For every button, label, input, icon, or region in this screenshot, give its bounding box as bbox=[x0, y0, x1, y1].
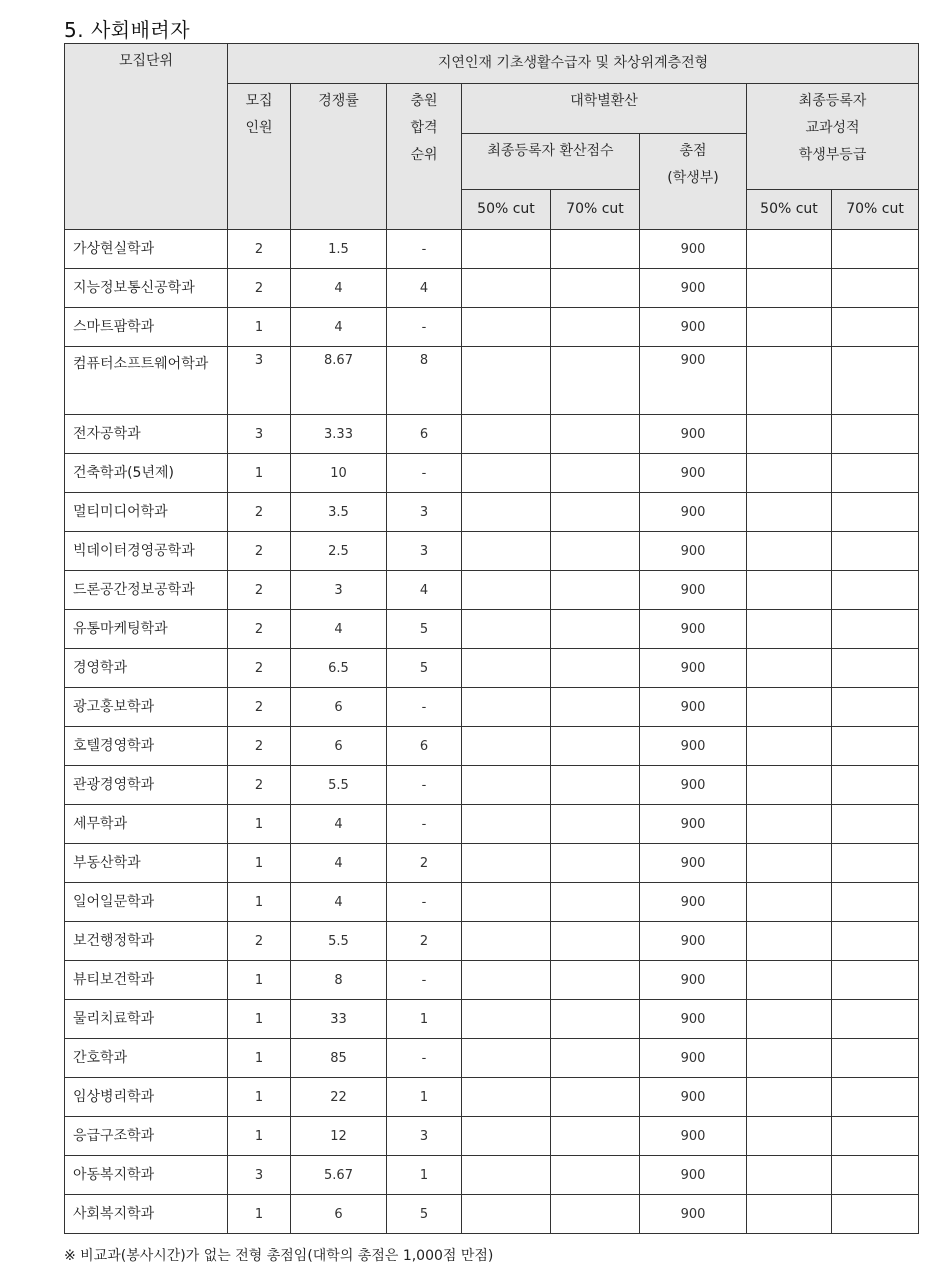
cell-name: 전자공학과 bbox=[65, 415, 228, 454]
cell-total: 900 bbox=[640, 922, 747, 961]
cell-cut50 bbox=[462, 922, 551, 961]
cell-name: 뷰티보건학과 bbox=[65, 961, 228, 1000]
header-total-line2: (학생부) bbox=[667, 170, 719, 186]
cell-cut70 bbox=[551, 308, 640, 347]
cell-cut50 bbox=[462, 805, 551, 844]
cell-rate: 12 bbox=[291, 1117, 387, 1156]
table-row bbox=[65, 922, 919, 961]
cell-grade50 bbox=[747, 347, 832, 415]
cell-grade70 bbox=[832, 649, 919, 688]
cell-grade50 bbox=[747, 1117, 832, 1156]
cell-cut50 bbox=[462, 269, 551, 308]
cell-grade70 bbox=[832, 532, 919, 571]
cell-total: 900 bbox=[640, 1078, 747, 1117]
table-row bbox=[65, 1195, 919, 1234]
header-final-grade-line2: 교과성적 bbox=[805, 120, 860, 136]
cell-cut50 bbox=[462, 1078, 551, 1117]
cell-cut50 bbox=[462, 1117, 551, 1156]
cell-recruit: 2 bbox=[228, 269, 291, 308]
cell-rate: 5.67 bbox=[291, 1156, 387, 1195]
cell-rate: 4 bbox=[291, 269, 387, 308]
header-cut70: 70% cut bbox=[551, 190, 640, 230]
cell-grade50 bbox=[747, 727, 832, 766]
cell-grade70 bbox=[832, 1078, 919, 1117]
cell-cut70 bbox=[551, 766, 640, 805]
cell-total: 900 bbox=[640, 230, 747, 269]
cell-recruit: 2 bbox=[228, 493, 291, 532]
cell-name: 세무학과 bbox=[65, 805, 228, 844]
header-competition: 경쟁률 bbox=[291, 84, 387, 230]
cell-grade50 bbox=[747, 649, 832, 688]
cell-rate: 3.33 bbox=[291, 415, 387, 454]
cell-rate: 85 bbox=[291, 1039, 387, 1078]
cell-grade50 bbox=[747, 844, 832, 883]
cell-cut70 bbox=[551, 1000, 640, 1039]
cell-rank: - bbox=[387, 766, 462, 805]
cell-cut50 bbox=[462, 883, 551, 922]
cell-recruit: 2 bbox=[228, 649, 291, 688]
cell-rate: 4 bbox=[291, 610, 387, 649]
cell-total: 900 bbox=[640, 415, 747, 454]
cell-grade70 bbox=[832, 805, 919, 844]
cell-name: 임상병리학과 bbox=[65, 1078, 228, 1117]
header-final-grade bbox=[747, 84, 919, 190]
cell-total: 900 bbox=[640, 1039, 747, 1078]
cell-recruit: 3 bbox=[228, 1156, 291, 1195]
header-univ-conversion: 대학별환산 bbox=[462, 84, 747, 134]
cell-grade50 bbox=[747, 805, 832, 844]
cell-name: 지능정보통신공학과 bbox=[65, 269, 228, 308]
cell-grade70 bbox=[832, 961, 919, 1000]
cell-name: 아동복지학과 bbox=[65, 1156, 228, 1195]
cell-grade70 bbox=[832, 766, 919, 805]
cell-name: 간호학과 bbox=[65, 1039, 228, 1078]
header-waitlist-line2: 합격 bbox=[410, 120, 438, 136]
cell-rank: 6 bbox=[387, 727, 462, 766]
table-row bbox=[65, 688, 919, 727]
cell-total: 900 bbox=[640, 1117, 747, 1156]
cell-rate: 5.5 bbox=[291, 922, 387, 961]
cell-grade50 bbox=[747, 1195, 832, 1234]
cell-rate: 4 bbox=[291, 805, 387, 844]
cell-recruit: 1 bbox=[228, 308, 291, 347]
cell-name: 빅데이터경영공학과 bbox=[65, 532, 228, 571]
cell-recruit: 1 bbox=[228, 1117, 291, 1156]
cell-rank: 2 bbox=[387, 844, 462, 883]
cell-cut50 bbox=[462, 347, 551, 415]
cell-cut50 bbox=[462, 844, 551, 883]
cell-rank: 3 bbox=[387, 532, 462, 571]
header-recruit-line1: 모집 bbox=[245, 93, 273, 109]
table-row bbox=[65, 269, 919, 308]
cell-cut70 bbox=[551, 347, 640, 415]
cell-cut50 bbox=[462, 961, 551, 1000]
table-row bbox=[65, 883, 919, 922]
admission-table bbox=[64, 43, 919, 1234]
cell-grade50 bbox=[747, 269, 832, 308]
cell-recruit: 2 bbox=[228, 922, 291, 961]
cell-cut70 bbox=[551, 727, 640, 766]
cell-rank: 1 bbox=[387, 1078, 462, 1117]
cell-rank: 6 bbox=[387, 415, 462, 454]
table-row bbox=[65, 230, 919, 269]
cell-cut70 bbox=[551, 454, 640, 493]
cell-rate: 3.5 bbox=[291, 493, 387, 532]
cell-grade70 bbox=[832, 571, 919, 610]
cell-grade70 bbox=[832, 727, 919, 766]
cell-grade70 bbox=[832, 688, 919, 727]
cell-grade50 bbox=[747, 961, 832, 1000]
header-cut50: 50% cut bbox=[462, 190, 551, 230]
cell-rank: 5 bbox=[387, 1195, 462, 1234]
cell-cut50 bbox=[462, 415, 551, 454]
cell-name: 부동산학과 bbox=[65, 844, 228, 883]
cell-grade70 bbox=[832, 1039, 919, 1078]
table-row bbox=[65, 1000, 919, 1039]
cell-total: 900 bbox=[640, 493, 747, 532]
cell-rank: - bbox=[387, 230, 462, 269]
cell-name: 응급구조학과 bbox=[65, 1117, 228, 1156]
cell-cut50 bbox=[462, 571, 551, 610]
cell-total: 900 bbox=[640, 532, 747, 571]
cell-grade70 bbox=[832, 1000, 919, 1039]
table-row bbox=[65, 1078, 919, 1117]
table-row bbox=[65, 766, 919, 805]
cell-rate: 6.5 bbox=[291, 649, 387, 688]
header-recruit-line2: 인원 bbox=[245, 120, 273, 136]
cell-rank: - bbox=[387, 454, 462, 493]
cell-rank: - bbox=[387, 688, 462, 727]
header-total bbox=[640, 134, 747, 230]
cell-rank: 5 bbox=[387, 610, 462, 649]
cell-rate: 4 bbox=[291, 883, 387, 922]
cell-total: 900 bbox=[640, 649, 747, 688]
cell-name: 건축학과(5년제) bbox=[65, 454, 228, 493]
cell-name: 유통마케팅학과 bbox=[65, 610, 228, 649]
cell-total: 900 bbox=[640, 610, 747, 649]
cell-total: 900 bbox=[640, 454, 747, 493]
table-row bbox=[65, 961, 919, 1000]
cell-rate: 4 bbox=[291, 844, 387, 883]
header-waitlist-line1: 충원 bbox=[410, 93, 438, 109]
cell-total: 900 bbox=[640, 269, 747, 308]
cell-total: 900 bbox=[640, 844, 747, 883]
cell-total: 900 bbox=[640, 727, 747, 766]
cell-total: 900 bbox=[640, 571, 747, 610]
cell-recruit: 2 bbox=[228, 766, 291, 805]
cell-total: 900 bbox=[640, 308, 747, 347]
cell-recruit: 1 bbox=[228, 844, 291, 883]
cell-recruit: 2 bbox=[228, 532, 291, 571]
table-row bbox=[65, 649, 919, 688]
table-body bbox=[65, 230, 919, 1234]
table-row bbox=[65, 610, 919, 649]
cell-name: 호텔경영학과 bbox=[65, 727, 228, 766]
cell-rate: 2.5 bbox=[291, 532, 387, 571]
cell-cut50 bbox=[462, 1000, 551, 1039]
table-row bbox=[65, 415, 919, 454]
cell-grade50 bbox=[747, 922, 832, 961]
cell-rate: 6 bbox=[291, 1195, 387, 1234]
cell-cut50 bbox=[462, 610, 551, 649]
cell-rate: 8 bbox=[291, 961, 387, 1000]
cell-rate: 8.67 bbox=[291, 347, 387, 415]
cell-cut50 bbox=[462, 649, 551, 688]
cell-total: 900 bbox=[640, 883, 747, 922]
cell-cut50 bbox=[462, 1195, 551, 1234]
cell-rank: 8 bbox=[387, 347, 462, 415]
cell-recruit: 2 bbox=[228, 571, 291, 610]
cell-name: 보건행정학과 bbox=[65, 922, 228, 961]
cell-grade50 bbox=[747, 1000, 832, 1039]
cell-cut50 bbox=[462, 454, 551, 493]
cell-grade50 bbox=[747, 532, 832, 571]
table-row bbox=[65, 493, 919, 532]
table-row bbox=[65, 532, 919, 571]
header-final-grade-line3: 학생부등급 bbox=[798, 147, 867, 163]
cell-rate: 6 bbox=[291, 727, 387, 766]
cell-cut70 bbox=[551, 1195, 640, 1234]
cell-name: 드론공간정보공학과 bbox=[65, 571, 228, 610]
cell-cut70 bbox=[551, 230, 640, 269]
cell-grade70 bbox=[832, 844, 919, 883]
cell-recruit: 2 bbox=[228, 230, 291, 269]
cell-rate: 5.5 bbox=[291, 766, 387, 805]
header-total-line1: 총점 bbox=[679, 143, 707, 159]
cell-total: 900 bbox=[640, 766, 747, 805]
cell-total: 900 bbox=[640, 347, 747, 415]
cell-grade70 bbox=[832, 415, 919, 454]
cell-rank: - bbox=[387, 805, 462, 844]
header-cut70-grade: 70% cut bbox=[832, 190, 919, 230]
header-recruit bbox=[228, 84, 291, 230]
cell-total: 900 bbox=[640, 1195, 747, 1234]
table-row bbox=[65, 727, 919, 766]
cell-cut70 bbox=[551, 1078, 640, 1117]
cell-rank: 2 bbox=[387, 922, 462, 961]
cell-name: 컴퓨터소프트웨어학과 bbox=[65, 347, 228, 415]
table-row bbox=[65, 454, 919, 493]
header-waitlist bbox=[387, 84, 462, 230]
cell-cut70 bbox=[551, 571, 640, 610]
cell-cut70 bbox=[551, 532, 640, 571]
cell-grade70 bbox=[832, 883, 919, 922]
cell-cut50 bbox=[462, 766, 551, 805]
cell-grade70 bbox=[832, 454, 919, 493]
cell-cut70 bbox=[551, 1117, 640, 1156]
table-header bbox=[65, 44, 919, 230]
cell-grade70 bbox=[832, 1117, 919, 1156]
cell-grade70 bbox=[832, 230, 919, 269]
cell-rate: 4 bbox=[291, 308, 387, 347]
cell-recruit: 1 bbox=[228, 883, 291, 922]
header-final-grade-line1: 최종등록자 bbox=[798, 93, 867, 109]
cell-cut70 bbox=[551, 844, 640, 883]
cell-grade50 bbox=[747, 230, 832, 269]
cell-grade50 bbox=[747, 454, 832, 493]
cell-rank: 1 bbox=[387, 1000, 462, 1039]
cell-rate: 33 bbox=[291, 1000, 387, 1039]
header-track: 지연인재 기초생활수급자 및 차상위계층전형 bbox=[228, 44, 919, 84]
cell-recruit: 3 bbox=[228, 415, 291, 454]
cell-total: 900 bbox=[640, 688, 747, 727]
cell-rank: - bbox=[387, 961, 462, 1000]
cell-rank: - bbox=[387, 1039, 462, 1078]
table-row bbox=[65, 1156, 919, 1195]
cell-name: 물리치료학과 bbox=[65, 1000, 228, 1039]
cell-grade50 bbox=[747, 1078, 832, 1117]
cell-rank: - bbox=[387, 308, 462, 347]
cell-cut70 bbox=[551, 649, 640, 688]
cell-name: 멀티미디어학과 bbox=[65, 493, 228, 532]
cell-recruit: 1 bbox=[228, 1000, 291, 1039]
cell-grade50 bbox=[747, 688, 832, 727]
header-waitlist-line3: 순위 bbox=[410, 147, 438, 163]
cell-recruit: 1 bbox=[228, 1195, 291, 1234]
cell-cut70 bbox=[551, 415, 640, 454]
cell-cut70 bbox=[551, 610, 640, 649]
table-row bbox=[65, 1117, 919, 1156]
cell-total: 900 bbox=[640, 805, 747, 844]
cell-grade70 bbox=[832, 610, 919, 649]
cell-name: 일어일문학과 bbox=[65, 883, 228, 922]
cell-grade70 bbox=[832, 347, 919, 415]
table-row bbox=[65, 1039, 919, 1078]
cell-rank: 3 bbox=[387, 493, 462, 532]
cell-grade50 bbox=[747, 610, 832, 649]
header-unit: 모집단위 bbox=[65, 44, 228, 230]
cell-rank: 4 bbox=[387, 571, 462, 610]
cell-grade70 bbox=[832, 269, 919, 308]
cell-cut70 bbox=[551, 922, 640, 961]
cell-grade70 bbox=[832, 308, 919, 347]
cell-cut50 bbox=[462, 230, 551, 269]
table-row bbox=[65, 347, 919, 415]
cell-cut70 bbox=[551, 961, 640, 1000]
cell-cut50 bbox=[462, 1039, 551, 1078]
cell-cut70 bbox=[551, 805, 640, 844]
cell-rank: 5 bbox=[387, 649, 462, 688]
header-final-score: 최종등록자 환산점수 bbox=[462, 134, 640, 190]
table-row bbox=[65, 805, 919, 844]
cell-grade50 bbox=[747, 1156, 832, 1195]
cell-grade70 bbox=[832, 1195, 919, 1234]
cell-cut70 bbox=[551, 1156, 640, 1195]
cell-rate: 10 bbox=[291, 454, 387, 493]
cell-recruit: 1 bbox=[228, 1039, 291, 1078]
cell-cut70 bbox=[551, 493, 640, 532]
cell-recruit: 2 bbox=[228, 610, 291, 649]
cell-grade70 bbox=[832, 1156, 919, 1195]
page-title: 5. 사회배려자 bbox=[64, 18, 191, 42]
cell-grade70 bbox=[832, 922, 919, 961]
cell-recruit: 1 bbox=[228, 805, 291, 844]
cell-recruit: 1 bbox=[228, 961, 291, 1000]
cell-name: 관광경영학과 bbox=[65, 766, 228, 805]
cell-cut50 bbox=[462, 688, 551, 727]
cell-recruit: 2 bbox=[228, 727, 291, 766]
cell-rate: 3 bbox=[291, 571, 387, 610]
cell-cut70 bbox=[551, 688, 640, 727]
cell-total: 900 bbox=[640, 1000, 747, 1039]
cell-rank: 4 bbox=[387, 269, 462, 308]
cell-total: 900 bbox=[640, 1156, 747, 1195]
cell-grade50 bbox=[747, 883, 832, 922]
cell-grade50 bbox=[747, 415, 832, 454]
cell-grade50 bbox=[747, 308, 832, 347]
cell-total: 900 bbox=[640, 961, 747, 1000]
table-row bbox=[65, 571, 919, 610]
header-cut50-grade: 50% cut bbox=[747, 190, 832, 230]
cell-recruit: 3 bbox=[228, 347, 291, 415]
cell-rank: 3 bbox=[387, 1117, 462, 1156]
cell-grade70 bbox=[832, 493, 919, 532]
cell-recruit: 2 bbox=[228, 688, 291, 727]
cell-name: 경영학과 bbox=[65, 649, 228, 688]
cell-cut70 bbox=[551, 269, 640, 308]
table-row bbox=[65, 844, 919, 883]
footnote: ※ 비교과(봉사시간)가 없는 전형 총점임(대학의 총점은 1,000점 만점) bbox=[64, 1248, 494, 1264]
cell-cut50 bbox=[462, 727, 551, 766]
cell-grade50 bbox=[747, 1039, 832, 1078]
cell-name: 가상현실학과 bbox=[65, 230, 228, 269]
cell-cut70 bbox=[551, 1039, 640, 1078]
cell-rate: 6 bbox=[291, 688, 387, 727]
cell-name: 광고홍보학과 bbox=[65, 688, 228, 727]
cell-cut50 bbox=[462, 308, 551, 347]
cell-grade50 bbox=[747, 571, 832, 610]
cell-rank: 1 bbox=[387, 1156, 462, 1195]
table-row bbox=[65, 308, 919, 347]
cell-rank: - bbox=[387, 883, 462, 922]
cell-recruit: 1 bbox=[228, 454, 291, 493]
cell-rate: 1.5 bbox=[291, 230, 387, 269]
cell-cut50 bbox=[462, 532, 551, 571]
cell-grade50 bbox=[747, 766, 832, 805]
cell-cut50 bbox=[462, 1156, 551, 1195]
cell-rate: 22 bbox=[291, 1078, 387, 1117]
cell-name: 사회복지학과 bbox=[65, 1195, 228, 1234]
cell-name: 스마트팜학과 bbox=[65, 308, 228, 347]
cell-grade50 bbox=[747, 493, 832, 532]
cell-recruit: 1 bbox=[228, 1078, 291, 1117]
cell-cut50 bbox=[462, 493, 551, 532]
cell-cut70 bbox=[551, 883, 640, 922]
